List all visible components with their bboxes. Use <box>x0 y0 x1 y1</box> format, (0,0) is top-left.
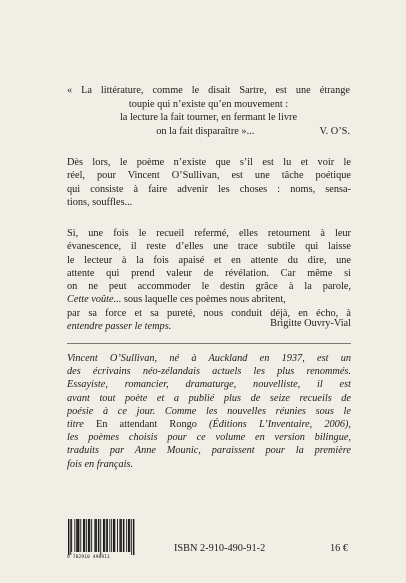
quote-last-row <box>67 125 350 139</box>
barcode-bar <box>133 519 134 555</box>
barcode-bar <box>129 519 130 552</box>
barcode-bar <box>104 519 105 552</box>
paragraph-2-line: on ne peut accommoder le destin grâce à la parole, <box>67 281 351 293</box>
paragraph-2-line: évanescence, il reste d’elles une trace subtile qui laisse <box>67 241 351 253</box>
paragraph-1-line: tions, souffles... <box>67 196 133 208</box>
barcode-bar <box>117 519 118 552</box>
paragraph-2-line <box>67 293 351 306</box>
barcode-bar <box>77 519 78 552</box>
barcode-bar <box>94 519 95 552</box>
author-bio <box>67 352 351 471</box>
barcode-number: 9 782910 490911 <box>67 555 110 560</box>
bio-line: Essayiste, romancier, dramaturge, nouvelliste, il est <box>67 379 351 391</box>
book-title-italic: Cette voûte... <box>67 294 122 306</box>
bio-line: Vincent O’Sullivan, né à Auckland en 1937, est un <box>67 353 351 364</box>
barcode-bar <box>106 519 107 552</box>
quote-signature: V. O’S. <box>319 125 350 137</box>
bio-line: poésie à ce jour. Comme les nouvelles réunies sous le <box>67 405 351 417</box>
barcode-bar <box>103 519 104 552</box>
barcode-bar <box>121 519 122 552</box>
barcode-bar <box>109 519 110 552</box>
bio-book-title: En attendant Rongo <box>95 419 197 431</box>
barcode-bar <box>119 519 120 552</box>
paragraph-1-line: qui consiste à faire advenir les choses : noms, sensa- <box>67 183 351 195</box>
paragraph-1-line: Dès lors, le poème n’existe que s’il est lu et voir le <box>67 157 351 168</box>
bio-line: traduits par Anne Mounic, paraissent pour la première <box>67 445 351 457</box>
bio-line <box>67 418 351 431</box>
bio-line: les poèmes choisis pour ce volume en version bilingue, <box>67 432 351 444</box>
quote-line-2: toupie qui n’existe qu’en mouvement : <box>128 98 289 110</box>
paragraph-2-line-italic: entendre passer le temps. <box>67 321 172 333</box>
barcode-bar <box>98 519 99 552</box>
paragraph-2-line: Si, une fois le recueil refermé, elles retournent à leur <box>67 228 351 239</box>
bio-text: titre <box>67 419 96 431</box>
barcode-bar <box>83 519 84 552</box>
barcode-bar <box>111 519 112 552</box>
barcode-bar <box>96 519 97 552</box>
bio-line: des écrivains néo-zélandais actuels les plus renommés. <box>67 366 351 378</box>
epigraph-quote <box>67 84 350 138</box>
barcode-bar <box>107 519 108 552</box>
paragraph-2-line: par sa force et sa pureté, nous conduit déjà, en écho, à <box>67 307 351 319</box>
quote-line-4: on la fait disparaître »... <box>156 125 255 137</box>
divider <box>67 343 351 344</box>
paragraph-1 <box>67 156 351 209</box>
paragraph-1-line: réel, pour Vincent O’Sullivan, est une tâche poétique <box>67 170 351 182</box>
barcode-bars <box>67 519 135 555</box>
barcode-bar <box>126 519 127 552</box>
barcode-bar <box>100 519 101 555</box>
barcode-bar <box>91 519 92 552</box>
barcode-bar <box>123 519 124 552</box>
barcode-bar <box>113 519 114 552</box>
isbn: ISBN 2-910-490-91-2 <box>174 543 266 554</box>
paragraph-2-line: attente qui prend valeur de révélation. Car même si <box>67 267 351 279</box>
paragraph-2-line: le lecteur à la fois apaisé et en attente du dire, une <box>67 254 351 266</box>
barcode-bar <box>74 519 75 552</box>
bio-line: avant tout poète et a publié plus de seize recueils de <box>67 392 351 404</box>
quote-line-3: la lecture la fait tourner, en fermant le livre <box>119 112 298 124</box>
barcode-bar <box>114 519 115 552</box>
barcode-bar <box>70 519 71 555</box>
barcode-bar <box>128 519 129 552</box>
paragraph-2-text: sous laquelle ces poèmes nous abritent, <box>121 294 286 306</box>
author-signature: Brigitte Ouvry-Vial <box>270 318 351 329</box>
barcode-bar <box>68 519 69 555</box>
price: 16 € <box>330 543 349 554</box>
barcode-bar <box>71 519 72 552</box>
quote-line-1: « La littérature, comme le disait Sartre, est une étrange <box>67 85 350 96</box>
bio-text: (Éditions L’Inventaire, 2006), <box>196 419 351 431</box>
bio-line: fois en français. <box>67 458 134 470</box>
barcode-bar <box>78 519 79 552</box>
barcode-bar <box>89 519 90 552</box>
barcode-bar <box>80 519 81 552</box>
barcode-bar <box>131 519 132 555</box>
barcode-bar <box>95 519 96 552</box>
barcode-bar <box>76 519 77 552</box>
barcode-bar <box>88 519 89 552</box>
barcode-bar <box>120 519 121 552</box>
barcode-bar <box>86 519 87 552</box>
barcode-bar <box>84 519 85 552</box>
